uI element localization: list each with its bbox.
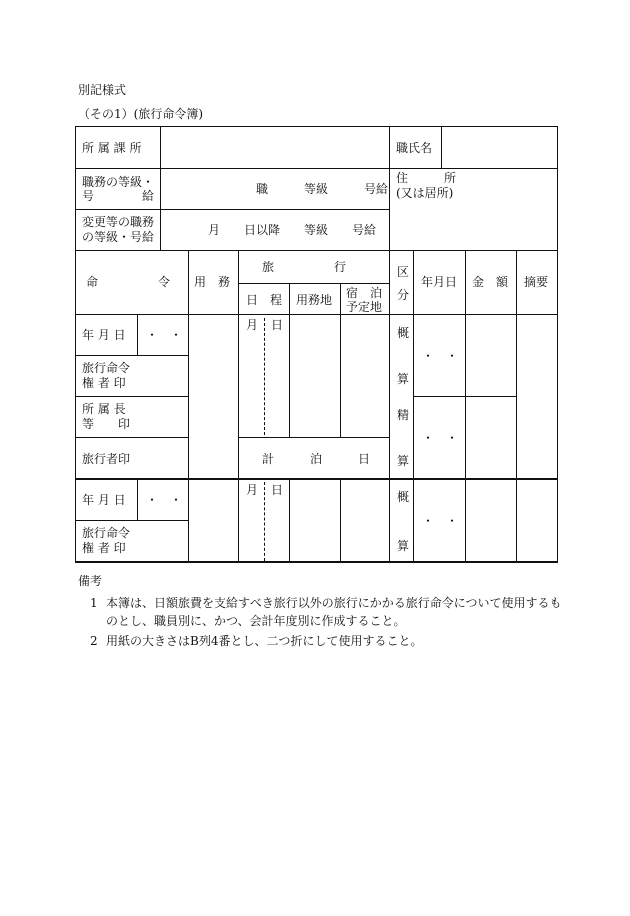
settle-top: 精 <box>397 408 410 422</box>
schedule-header: 日 程 <box>246 293 283 307</box>
form-subtitle: （その1）(旅行命令簿) <box>78 107 203 121</box>
chief-seal-line1: 所 属 長 <box>82 402 126 416</box>
grade-value: 職 等級 号給 <box>256 182 389 196</box>
traveler-seal: 旅行者印 <box>82 452 131 466</box>
lodging-header-line2: 予定地 <box>346 300 383 314</box>
day-label: 日 <box>271 318 284 332</box>
business-header: 用 務 <box>194 275 231 289</box>
estimate-top: 概 <box>397 326 410 340</box>
total-nights: 計 泊 日 <box>262 452 371 466</box>
amount-header: 金 額 <box>472 275 509 289</box>
estimate-bottom: 算 <box>397 372 410 386</box>
month-label-2: 月 <box>246 483 259 497</box>
form-label: 別記様式 <box>78 83 127 97</box>
estimate-dots-2: ・ ・ <box>422 514 459 528</box>
note-1-line2: のとし、職員別に、かつ、会計年度別に作成すること。 <box>106 614 406 628</box>
name-label: 職氏名 <box>396 141 433 155</box>
category-header-line1: 区 <box>397 265 410 279</box>
note-2-line1: 用紙の大きさはB列4番とし、二つ折にして使用すること。 <box>106 634 423 648</box>
notes-title: 備考 <box>78 574 103 588</box>
date-dots-2: ・ ・ <box>146 493 183 507</box>
day-label-2: 日 <box>271 483 284 497</box>
chief-seal-line2: 等 印 <box>82 417 131 431</box>
estimate-dots: ・ ・ <box>422 349 459 363</box>
remarks-header: 摘要 <box>524 275 549 289</box>
dept-label: 所 属 課 所 <box>82 141 142 155</box>
date-dots: ・ ・ <box>146 328 183 342</box>
estimate-bottom-2: 算 <box>397 539 410 553</box>
address-label-line2: (又は居所) <box>396 186 454 200</box>
date-header: 年月日 <box>421 275 458 289</box>
change-label-line1: 変更等の職務 <box>82 215 155 229</box>
auth-seal-2-line2: 権 者 印 <box>82 541 126 555</box>
month-label: 月 <box>246 318 259 332</box>
settle-dots: ・ ・ <box>422 431 459 445</box>
grade-label-line2: 号 給 <box>82 189 155 203</box>
change-label-line2: の等級・号給 <box>82 230 155 244</box>
auth-seal-line1: 旅行命令 <box>82 361 131 375</box>
date-label-2: 年 月 日 <box>82 493 126 507</box>
estimate-top-2: 概 <box>397 490 410 504</box>
note-1-line1: 本簿は、日額旅費を支給すべき旅行以外の旅行にかかる旅行命令について使用するも <box>106 596 562 610</box>
settle-bottom: 算 <box>397 454 410 468</box>
lodging-header-line1: 宿 泊 <box>346 286 383 300</box>
note-1-number: 1 <box>90 596 98 610</box>
date-label: 年 月 日 <box>82 328 126 342</box>
category-header-line2: 分 <box>397 288 410 302</box>
grade-label-line1: 職務の等級・ <box>82 175 155 189</box>
place-header: 用務地 <box>296 293 333 307</box>
auth-seal-line2: 権 者 印 <box>82 376 126 390</box>
travel-header: 旅 行 <box>262 260 347 274</box>
order-header: 命 令 <box>86 275 171 289</box>
note-2-number: 2 <box>90 634 98 648</box>
change-value: 月 日以降 等級 号給 <box>208 223 377 237</box>
auth-seal-2-line1: 旅行命令 <box>82 526 131 540</box>
address-label-line1: 住 所 <box>396 171 457 185</box>
